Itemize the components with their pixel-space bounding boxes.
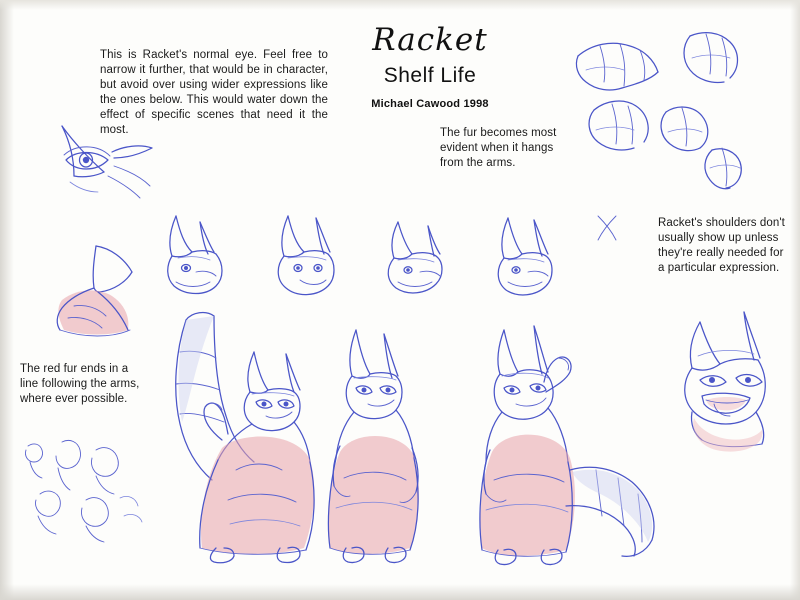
note-shoulders: Racket's shoulders don't usually show up unless they're really needed for a particular expression. bbox=[658, 217, 785, 274]
head-turnaround-1-drawing bbox=[168, 216, 222, 294]
note-normal-eye: This is Racket's normal eye. Feel free to narrow it further, that would be in character, but avoid over using wider expressions like the ones below. This would water down the effect of specific scenes that need it the most. bbox=[100, 49, 328, 136]
paper-edge-left bbox=[0, 0, 14, 600]
head-turnaround-2-drawing bbox=[278, 216, 334, 295]
page-subtitle: Shelf Life bbox=[383, 64, 477, 87]
head-turnaround-4-drawing bbox=[498, 216, 616, 295]
note-fur-arms: The fur becomes most evident when it hangs from the arms. bbox=[440, 127, 557, 169]
paper-edge-top bbox=[0, 0, 800, 10]
note-red-fur: The red fur ends in a line following the arms, where ever possible. bbox=[20, 363, 140, 405]
head-turnaround-3-drawing bbox=[388, 222, 442, 293]
shoulder-fur-study-drawing bbox=[57, 246, 132, 336]
hand-studies-left-drawing bbox=[25, 440, 142, 542]
title-block bbox=[330, 22, 530, 110]
hand-studies-top-right-drawing bbox=[576, 33, 741, 189]
paper-edge-right bbox=[790, 0, 800, 600]
paper-edge-bottom bbox=[0, 584, 800, 600]
body-pose-1-drawing bbox=[176, 313, 315, 563]
expression-head-drawing bbox=[685, 312, 766, 452]
page-title: Racket bbox=[372, 22, 488, 58]
credit-line: Michael Cawood 1998 bbox=[371, 98, 489, 110]
body-pose-2-drawing bbox=[328, 330, 419, 563]
body-pose-3-drawing bbox=[480, 326, 654, 565]
